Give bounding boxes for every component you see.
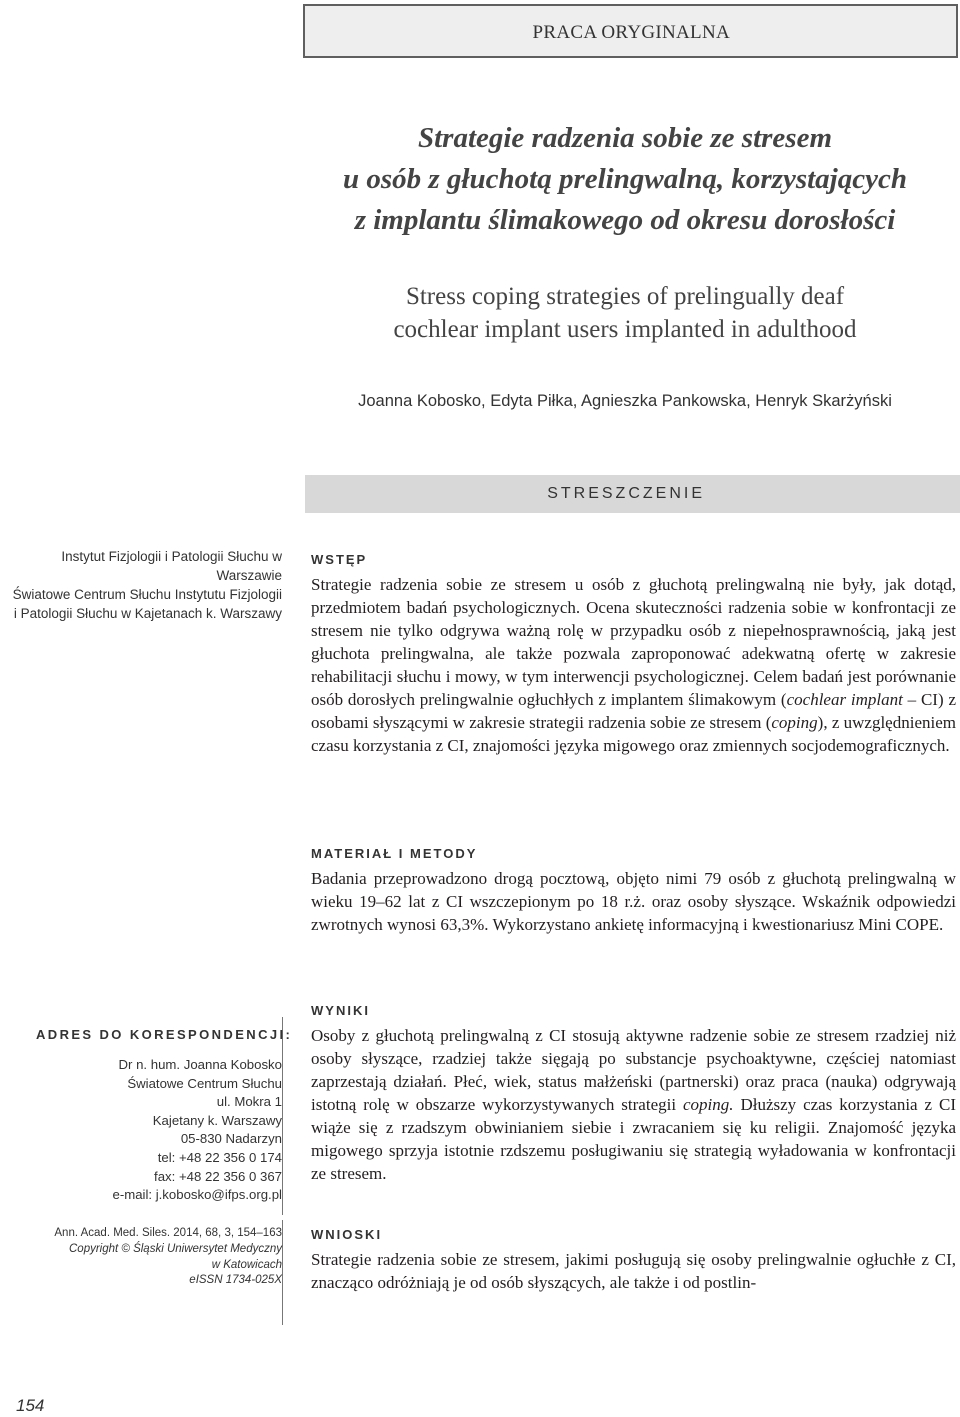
- text-italic: cochlear implant: [786, 690, 903, 709]
- affiliation: [0, 547, 282, 623]
- title-polish: [290, 118, 960, 241]
- citation: Ann. Acad. Med. Siles. 2014, 68, 3, 154–163: [54, 1227, 282, 1239]
- section-text-results: [311, 1024, 956, 1185]
- abstract-label: STRESZCZENIE: [547, 485, 705, 502]
- column-divider: [282, 1220, 283, 1325]
- address-line: Światowe Centrum Słuchu: [127, 1075, 282, 1091]
- text-run: Osoby z głuchotą prelingwalną z CI stosują aktywne radzenie sobie ze stresem rzadziej niż osoby słyszące, rzadziej także sięgają po substancje psychoaktywne, częściej natomiast zaprzestają działań. Płeć, wiek, status małżeński (partnerski) oraz praca (nauka) odgrywają istotną rolę w obszarze wykorzystywanych strategii: [311, 1026, 956, 1114]
- text-run: Dłuższy czas korzystania z CI wiąże się z rzadszym obwinianiem siebie i zwracaniem się ku religii. Znajomość języka migowego sprzyja istotnie rzdszemu posługiwaniu się strategią wyładowania w konfrontacji ze stresem.: [311, 1095, 956, 1183]
- address-line: Kajetany k. Warszawy: [152, 1112, 282, 1128]
- copyright-line: w Katowicach: [211, 1258, 282, 1271]
- affiliation-line: Światowe Centrum Słuchu Instytutu Fizjologii: [12, 587, 282, 602]
- text-italic: coping: [771, 713, 818, 732]
- text-run: – CI) z osobami słyszącymi w zakresie strategii radzenia sobie ze stresem (: [311, 690, 956, 732]
- email-link[interactable]: e-mail: j.kobosko@ifps.org.pl: [112, 1187, 282, 1203]
- section-heading-intro: WSTĘP: [311, 552, 368, 567]
- address-line: Dr n. hum. Joanna Kobosko: [118, 1057, 282, 1072]
- title-line: u osób z głuchotą prelingwalną, korzystających: [343, 163, 907, 195]
- address-line: 05-830 Nadarzyn: [180, 1131, 282, 1147]
- correspondence-address: [40, 1056, 282, 1205]
- title-english: [290, 280, 960, 346]
- title-line: z implantu ślimakowego od okresu dorosłości: [354, 204, 896, 236]
- section-text-methods: Badania przeprowadzono drogą pocztową, objęto nimi 79 osób z głuchotą prelingwalną w wieku 19–62 lat z CI wszczepionym po 18 r.ż. oraz osoby słyszące. Wskaźnik odpowiedzi zwrotnych wynosi 63,3%. Wykorzystano ankietę informacyjną i kwestionariusz Mini COPE.: [311, 869, 956, 934]
- section-heading-methods: MATERIAŁ I METODY: [311, 846, 478, 861]
- article-type-header: [303, 4, 958, 58]
- address-line: fax: +48 22 356 0 367: [154, 1168, 282, 1184]
- title-line: Strategie radzenia sobie ze stresem: [417, 122, 833, 154]
- affiliation-line: i Patologii Słuchu w Kajetanach k. Warszawy: [13, 606, 282, 621]
- section-heading-results: WYNIKI: [311, 1003, 370, 1018]
- subtitle-line: cochlear implant users implanted in adulthood: [393, 316, 857, 343]
- eissn: eISSN 1734-025X: [189, 1274, 282, 1287]
- subtitle-line: Stress coping strategies of prelingually deaf: [405, 283, 845, 310]
- copyright-line: Copyright © Śląski Uniwersytet Medyczny: [69, 1242, 282, 1255]
- section-text-conclusions: Strategie radzenia sobie ze stresem, jakimi posługują się osoby prelingwalnie ogłuchłe z CI, znacząco odróżniają je od osób słyszących, ale także i od postlin-: [311, 1250, 956, 1292]
- journal-reference: [40, 1226, 282, 1289]
- authors: Joanna Kobosko, Edyta Piłka, Agnieszka Pankowska, Henryk Skarżyński: [358, 392, 892, 410]
- text-run: Strategie radzenia sobie ze stresem u osób z głuchotą prelingwalną nie były, jak dotąd, przedmiotem badań psychologicznych. Ocena skuteczności radzenia sobie w konfrontacji ze stresem nie tylko odgrywa ważną rolę w przypadku osób z niepełnosprawnością, jaką jest głuchota prelingwalna, ale także pozwala zaproponować adekwatną ofertę w zakresie rehabilitacji słuchu i mowy, w tym interwencji psychologicznej. Celem badań jest porównanie osób dorosłych prelingwalnie ogłuchłych z implantem ślimakowym (: [311, 575, 956, 709]
- article-type-label: PRACA ORYGINALNA: [532, 22, 730, 43]
- abstract-bar: [305, 475, 960, 513]
- address-line: ul. Mokra 1: [216, 1094, 282, 1110]
- page-number: 154: [16, 1396, 45, 1415]
- section-heading-conclusions: WNIOSKI: [311, 1227, 383, 1242]
- section-text-intro: [311, 573, 956, 757]
- address-line: tel: +48 22 356 0 174: [157, 1149, 282, 1165]
- affiliation-line: Instytut Fizjologii i Patologii Słuchu w Warszawie: [61, 549, 282, 583]
- correspondence-heading: ADRES DO KORESPONDENCJI:: [36, 1027, 293, 1042]
- text-italic: coping.: [682, 1095, 734, 1114]
- column-divider: [282, 1017, 283, 1215]
- text-run: ), z uwzględnieniem czasu korzystania z CI, znajomości języka migowego oraz zmiennych socjodemograficznych.: [311, 713, 956, 755]
